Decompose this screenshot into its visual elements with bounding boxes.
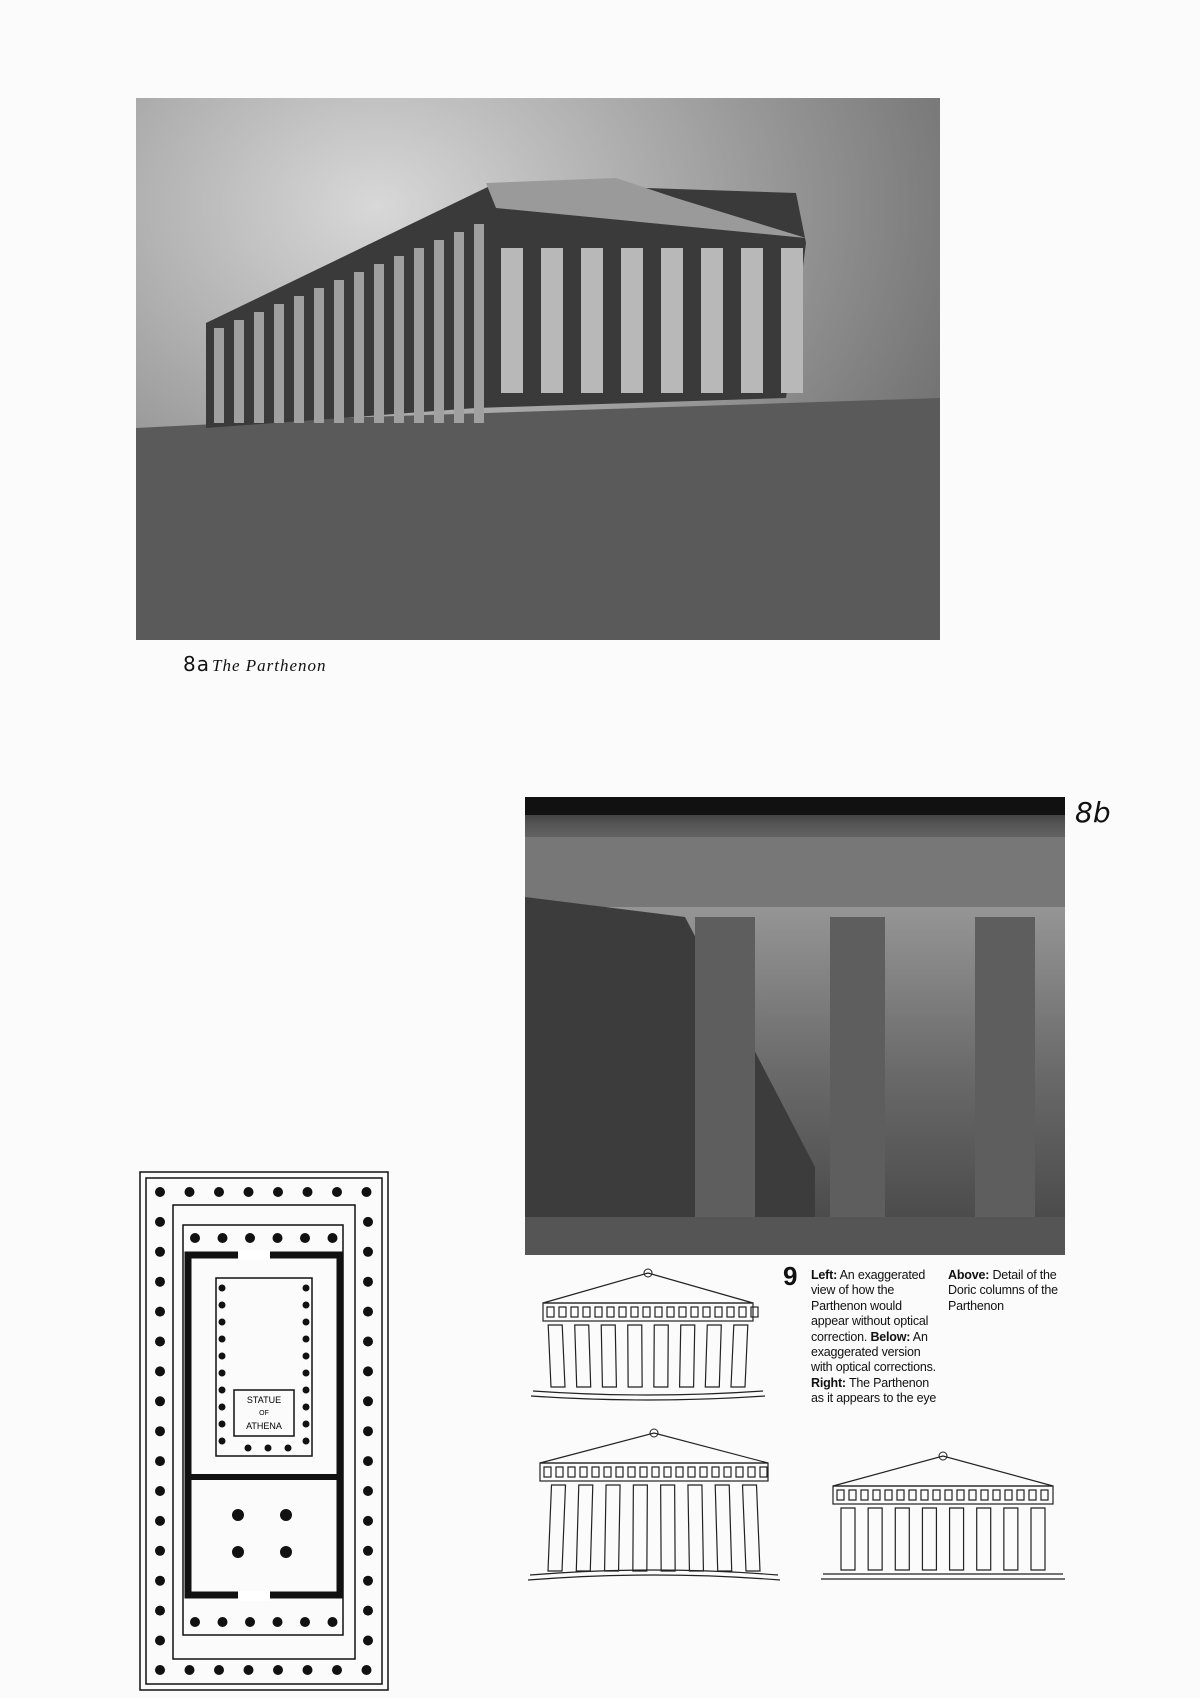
column-dot	[155, 1606, 165, 1616]
triglyph	[739, 1307, 746, 1317]
triglyph	[580, 1467, 587, 1477]
column-dot	[219, 1319, 226, 1326]
triglyph	[1041, 1490, 1048, 1500]
column-dot	[155, 1665, 165, 1675]
column-dot	[303, 1336, 310, 1343]
triglyph	[933, 1490, 940, 1500]
triglyph	[607, 1307, 614, 1317]
column-dot	[155, 1636, 165, 1646]
column-dot	[303, 1319, 310, 1326]
triglyph	[547, 1307, 554, 1317]
column	[548, 1325, 565, 1387]
column-dot	[363, 1337, 373, 1347]
triglyph	[861, 1490, 868, 1500]
triglyph	[1005, 1490, 1012, 1500]
triglyph	[676, 1467, 683, 1477]
triglyph	[945, 1490, 952, 1500]
statue-label: OF	[259, 1410, 269, 1417]
column-dot	[363, 1217, 373, 1227]
stone-wall	[525, 897, 815, 1255]
column-dot	[328, 1233, 338, 1243]
column-dot	[303, 1404, 310, 1411]
column	[705, 1325, 721, 1387]
column-dot	[219, 1353, 226, 1360]
column	[688, 1485, 704, 1571]
column-dot	[363, 1456, 373, 1466]
triglyph	[544, 1467, 551, 1477]
cornice	[525, 797, 1065, 815]
triglyph	[712, 1467, 719, 1477]
doric-columns-drawing	[525, 797, 1065, 1255]
column-dot	[363, 1307, 373, 1317]
column	[661, 1485, 676, 1571]
column	[628, 1325, 642, 1387]
column-dot	[214, 1665, 224, 1675]
plan-inner-step	[173, 1205, 355, 1659]
triglyph	[897, 1490, 904, 1500]
column	[781, 248, 803, 393]
column-dot	[219, 1285, 226, 1292]
statue-label: ATHENA	[246, 1421, 282, 1431]
caption-above-text: Detail of the Doric columns of the Parthenon	[948, 1268, 1058, 1313]
door	[238, 1250, 270, 1260]
column-dot	[190, 1233, 200, 1243]
doric-column	[695, 917, 755, 1217]
column-dot	[155, 1426, 165, 1436]
caption-right-text: The Parthenon as it appears to the eye	[811, 1375, 937, 1406]
column	[743, 1485, 761, 1571]
triglyph	[760, 1467, 767, 1477]
column	[214, 328, 224, 423]
column-dot	[303, 1370, 310, 1377]
caption-below-text: An exaggerated version with optical corrections.	[811, 1329, 936, 1375]
column	[1004, 1508, 1018, 1570]
column-dot	[332, 1665, 342, 1675]
caption-above-label: Above:	[948, 1268, 990, 1282]
figure-8a-caption-text: The Parthenon	[211, 656, 327, 675]
caption-below-label: Below:	[870, 1329, 911, 1344]
column-dot	[155, 1456, 165, 1466]
column	[922, 1508, 936, 1570]
column-dot	[363, 1516, 373, 1526]
column	[715, 1485, 732, 1571]
triglyph	[652, 1467, 659, 1477]
triglyph	[559, 1307, 566, 1317]
triglyph	[664, 1467, 671, 1477]
column-dot	[219, 1404, 226, 1411]
column-dot	[219, 1438, 226, 1445]
column-dot	[300, 1617, 310, 1627]
triglyph	[568, 1467, 575, 1477]
column	[731, 1325, 748, 1387]
column-dot	[363, 1546, 373, 1556]
triglyph	[691, 1307, 698, 1317]
triglyph	[628, 1467, 635, 1477]
column-dot	[332, 1187, 342, 1197]
figure-8b-label: 8b	[1075, 796, 1111, 829]
door	[238, 1591, 270, 1601]
column	[414, 248, 424, 423]
stylobate	[525, 1217, 1065, 1255]
column	[541, 248, 563, 393]
column	[654, 1325, 668, 1387]
column-dot	[273, 1187, 283, 1197]
column-dot	[303, 1187, 313, 1197]
column-dot	[245, 1617, 255, 1627]
column-dot	[155, 1337, 165, 1347]
column-dot	[155, 1396, 165, 1406]
column-dot	[245, 1445, 252, 1452]
column-dot	[190, 1617, 200, 1627]
rocky-ground	[136, 398, 940, 640]
column-dot	[219, 1302, 226, 1309]
column-dot	[303, 1353, 310, 1360]
column	[950, 1508, 964, 1570]
triglyph	[592, 1467, 599, 1477]
triglyph	[1017, 1490, 1024, 1500]
triglyph	[583, 1307, 590, 1317]
column-dot	[303, 1421, 310, 1428]
stylobate	[533, 1391, 763, 1395]
temple-drawing-corrected	[525, 1425, 783, 1587]
triglyph	[640, 1467, 647, 1477]
column	[841, 1508, 855, 1570]
triglyph	[873, 1490, 880, 1500]
column-dot	[232, 1546, 244, 1558]
column-dot	[155, 1187, 165, 1197]
column-dot	[363, 1576, 373, 1586]
column	[621, 248, 643, 393]
triglyph	[715, 1307, 722, 1317]
triglyph	[748, 1467, 755, 1477]
figure-8a-number: 8a	[183, 652, 210, 676]
column-dot	[214, 1187, 224, 1197]
column-dot	[363, 1606, 373, 1616]
parthenon-floor-plan	[138, 1170, 390, 1692]
caption-right-label: Right:	[811, 1375, 846, 1390]
column	[895, 1508, 909, 1570]
column-dot	[155, 1217, 165, 1227]
column	[581, 248, 603, 393]
triglyph	[909, 1490, 916, 1500]
column	[605, 1485, 621, 1571]
column	[741, 248, 763, 393]
column-dot	[155, 1576, 165, 1586]
column-dot	[218, 1233, 228, 1243]
triglyph	[595, 1307, 602, 1317]
triglyph	[619, 1307, 626, 1317]
entablature	[833, 1486, 1053, 1504]
column-dot	[363, 1366, 373, 1376]
column	[354, 272, 364, 423]
column-dot	[155, 1366, 165, 1376]
column	[274, 304, 284, 423]
column-dot	[363, 1486, 373, 1496]
column-dot	[303, 1302, 310, 1309]
statue-label: STATUE	[246, 1395, 282, 1405]
stylobate	[528, 1575, 780, 1580]
triglyph	[643, 1307, 650, 1317]
triglyph	[921, 1490, 928, 1500]
column-dot	[155, 1307, 165, 1317]
triglyph	[885, 1490, 892, 1500]
triglyph	[1029, 1490, 1036, 1500]
column	[548, 1485, 566, 1571]
triglyph	[556, 1467, 563, 1477]
column-dot	[363, 1277, 373, 1287]
column	[334, 280, 344, 423]
temple-drawing-as-seen	[818, 1448, 1068, 1586]
triglyph	[849, 1490, 856, 1500]
column-dot	[363, 1247, 373, 1257]
stylobate	[530, 1570, 778, 1575]
column	[661, 248, 683, 393]
column-dot	[265, 1445, 272, 1452]
column	[575, 1325, 591, 1387]
triglyph	[736, 1467, 743, 1477]
column	[454, 232, 464, 423]
column-dot	[285, 1445, 292, 1452]
triglyph	[981, 1490, 988, 1500]
triglyph	[724, 1467, 731, 1477]
column-dot	[219, 1370, 226, 1377]
column	[576, 1485, 593, 1571]
column-dot	[300, 1233, 310, 1243]
triglyph	[703, 1307, 710, 1317]
column-dot	[280, 1546, 292, 1558]
stylobate	[531, 1396, 765, 1400]
column	[394, 256, 404, 423]
column	[314, 288, 324, 423]
column-dot	[273, 1617, 283, 1627]
parthenon-photo-drawing	[136, 98, 940, 640]
column-dot	[185, 1665, 195, 1675]
triglyph	[631, 1307, 638, 1317]
doric-columns-photo	[525, 797, 1065, 1255]
architrave	[525, 837, 1065, 907]
column-dot	[363, 1636, 373, 1646]
triglyph	[957, 1490, 964, 1500]
column-dot	[155, 1546, 165, 1556]
doric-column	[975, 917, 1035, 1217]
doric-column	[830, 917, 885, 1217]
triglyph	[837, 1490, 844, 1500]
column-dot	[303, 1665, 313, 1675]
column-dot	[219, 1387, 226, 1394]
column-dot	[303, 1387, 310, 1394]
triglyph	[571, 1307, 578, 1317]
column	[434, 240, 444, 423]
column-dot	[155, 1486, 165, 1496]
column-dot	[303, 1438, 310, 1445]
figure-9-number: 9	[783, 1261, 798, 1291]
figure-8a-caption	[183, 652, 327, 676]
column	[374, 264, 384, 423]
column-dot	[303, 1285, 310, 1292]
column	[501, 248, 523, 393]
triglyph	[655, 1307, 662, 1317]
column-dot	[273, 1233, 283, 1243]
column	[1031, 1508, 1045, 1570]
column-dot	[362, 1187, 372, 1197]
triglyph	[969, 1490, 976, 1500]
figure-9-left-caption	[811, 1268, 941, 1407]
column-dot	[185, 1187, 195, 1197]
column-dot	[244, 1665, 254, 1675]
column-dot	[219, 1336, 226, 1343]
column	[701, 248, 723, 393]
triglyph	[727, 1307, 734, 1317]
column	[977, 1508, 991, 1570]
column	[601, 1325, 616, 1387]
figure-9-above-caption	[948, 1268, 1071, 1314]
column	[474, 224, 484, 423]
column-dot	[328, 1617, 338, 1627]
column-dot	[155, 1247, 165, 1257]
triglyph	[667, 1307, 674, 1317]
plan-outer-step	[140, 1172, 388, 1690]
triglyph	[679, 1307, 686, 1317]
column-dot	[362, 1665, 372, 1675]
temple-drawing-uncorrected	[528, 1265, 768, 1403]
triglyph	[993, 1490, 1000, 1500]
column-dot	[363, 1396, 373, 1406]
column-dot	[273, 1665, 283, 1675]
triglyph	[688, 1467, 695, 1477]
column-dot	[155, 1277, 165, 1287]
triglyph	[751, 1307, 758, 1317]
column	[294, 296, 304, 423]
column	[254, 312, 264, 423]
entablature	[540, 1463, 768, 1481]
column-dot	[232, 1509, 244, 1521]
column-dot	[363, 1426, 373, 1436]
column-dot	[244, 1187, 254, 1197]
caption-left-label: Left:	[811, 1268, 838, 1282]
column	[868, 1508, 882, 1570]
column-dot	[219, 1421, 226, 1428]
triglyph	[700, 1467, 707, 1477]
column	[234, 320, 244, 423]
column-dot	[280, 1509, 292, 1521]
parthenon-photo	[136, 98, 940, 640]
triglyph	[604, 1467, 611, 1477]
caption-left-text: An exaggerated view of how the Parthenon would appear without optical correction.	[811, 1268, 929, 1344]
column	[633, 1485, 648, 1571]
column-dot	[155, 1516, 165, 1526]
column	[680, 1325, 695, 1387]
column-dot	[245, 1233, 255, 1243]
triglyph	[616, 1467, 623, 1477]
column-dot	[218, 1617, 228, 1627]
